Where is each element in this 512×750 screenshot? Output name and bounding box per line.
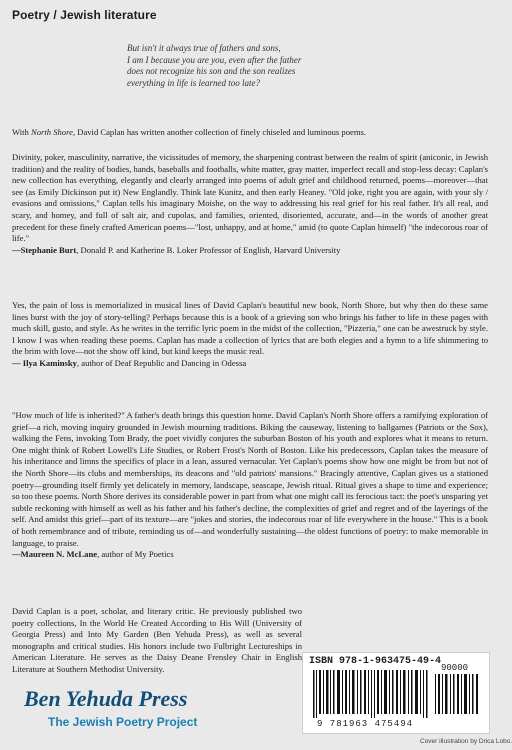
isbn-label: ISBN 978-1-963475-49-4 [309, 656, 442, 667]
blurb-author: —Maureen N. McLane [12, 549, 98, 560]
cover-credit: Cover illustration by Drica Lobo. [420, 738, 512, 745]
blurb-attribution [12, 358, 488, 370]
blurb-burt [12, 152, 488, 256]
intro-pre: With [12, 127, 31, 137]
barcode-icon [309, 670, 483, 718]
publisher-series: The Jewish Poetry Project [48, 715, 198, 729]
blurb-affiliation: , author of My Poetics [97, 549, 174, 560]
epigraph-line: But isn't it always true of fathers and sons, [127, 43, 281, 53]
price-code: 90000 [441, 663, 469, 673]
intro-paragraph [12, 127, 488, 139]
epigraph-line: everything in life is learned too late? [127, 77, 260, 88]
barcode-block [302, 652, 490, 734]
blurb-body: "How much of life is inherited?" A father's death brings this question home. David Caplan's North Shore offers a ramifying exploration of grief—a rich, moving inquiry grounded in Jewish mourning traditions. Biking the causeway, listening to ballgames (Patriots or the Sox), walking the Fens, invoking Tom Brady, the poet vividly conjures the suburban Boston of his youth and explores what it means to return. One might think of Robert Lowell's Life Studies, or Robert Frost's North of Boston. Like his predecessors, Caplan takes the measure of his inheritance and limns the specifics of place in a lean, assured vernacular. Yet Caplan's poems show how one might be from but not of the North Shore—its clubs and memberships, its deacons and "old patriots' mansions." Bracingly attentive, Caplan gives us a stationed poetry—grounding itself firmly yet delicately in memory, landscape, seascape, Jewish ritual. Ritual gives a shape to time and experience; so too these poems. North Shore derives its considerable power in part from what one might call its ferocious tact: the poet's unsparing yet subtle reckoning with himself as well as his father and his father's decline, the complexities of grief and regret and of the layerings of the self. And amidst this grief—part of its texture—are "jokes and stories, the indecorous roar of life everywhere in the house." This is a book of both remembrance and of tribute, reminding us of—and wonderfully sustaining—the oldest functions of poetry: to make memorable in language, to praise. [12, 410, 489, 548]
back-cover-footer [0, 630, 512, 750]
blurb-attribution [12, 549, 488, 561]
blurb-attribution [12, 245, 488, 257]
blurb-mclane [12, 410, 488, 561]
epigraph-line: I am I because you are you, even after the father [127, 54, 302, 65]
intro-title: North Shore [31, 127, 73, 137]
blurb-author: —Stephanie Burt [12, 244, 77, 255]
blurb-affiliation: , author of Deaf Republic and Dancing in Odessa [76, 357, 247, 368]
blurb-affiliation: , Donald P. and Katherine B. Loker Professor of English, Harvard University [76, 244, 341, 255]
epigraph-line: does not recognize his son and the son realizes [127, 66, 296, 76]
blurb-kaminsky [12, 300, 488, 370]
book-category: Poetry / Jewish literature [12, 8, 157, 22]
epigraph [127, 43, 467, 89]
publisher-logo: Ben Yehuda Press [24, 686, 188, 711]
blurb-body: Yes, the pain of loss is memorialized in musical lines of David Caplan's beautiful new book, North Shore, but why then do these same lines burst with the joy of story-telling? Perhaps because this is a book of a grieving son who brings his father to life in these pages with much skill, gusto, and style. As he writes in the terrific lyric poem in the midst of the collection, "Pizzeria," one can be awestruck by style. I know I was when reading these poems. Caplan has made a collection of lyrics that are both elegies and a hymn to a life shimmering to the brim with love—not the show off kind, but kind keeps the music real. [12, 300, 488, 357]
author-bio: David Caplan is a poet, scholar, and literary critic. He previously published two poetry collections, In the World He Created According to His Will (University of Georgia Press) and Into My Garden (Ben Yehuda Press), as well as several monographs and critical studies. His honors include two Fulbright Lectureships in American Literature. He serves as the Daisy Deane Frensley Chair in English Literature at Southern Methodist University. [12, 606, 302, 674]
barcode-digits: 9 781963 475494 [317, 719, 414, 729]
blurb-body: Divinity, poker, masculinity, narrative, the vicissitudes of memory, the sharpening contrast between the realm of spirit (aniconic, in Jewish tradition) and the reality of bodies, hands, baseballs and footballs, white matter, gray matter, imperfect recall and stop-less decay: Caplan's new collection has everything, elegantly and clearly arranged into poems of adult grief and childhood returned, poems—moreover—that see (as Emily Dickinson put it) New Englandly. Think late Kunitz, and then early Heaney. "Old joke, right you are again, with your sly / evasions and omissions," Caplan tells his imaginary Moishe, on the way to addressing his real grief for his real father. It's all real, and scary, and homey, and full of salt air, and cupolas, and families, oriented, disoriented, accurate, and—in the words of another great precedent for these finely crafted American poems—"lost, unhappy, and at home," amid (to quote Caplan himself) "the indecorous roar of life." [12, 152, 488, 244]
blurb-author: — Ilya Kaminsky [12, 357, 77, 368]
intro-post: , David Caplan has written another collection of finely chiseled and luminous poems. [72, 127, 367, 137]
